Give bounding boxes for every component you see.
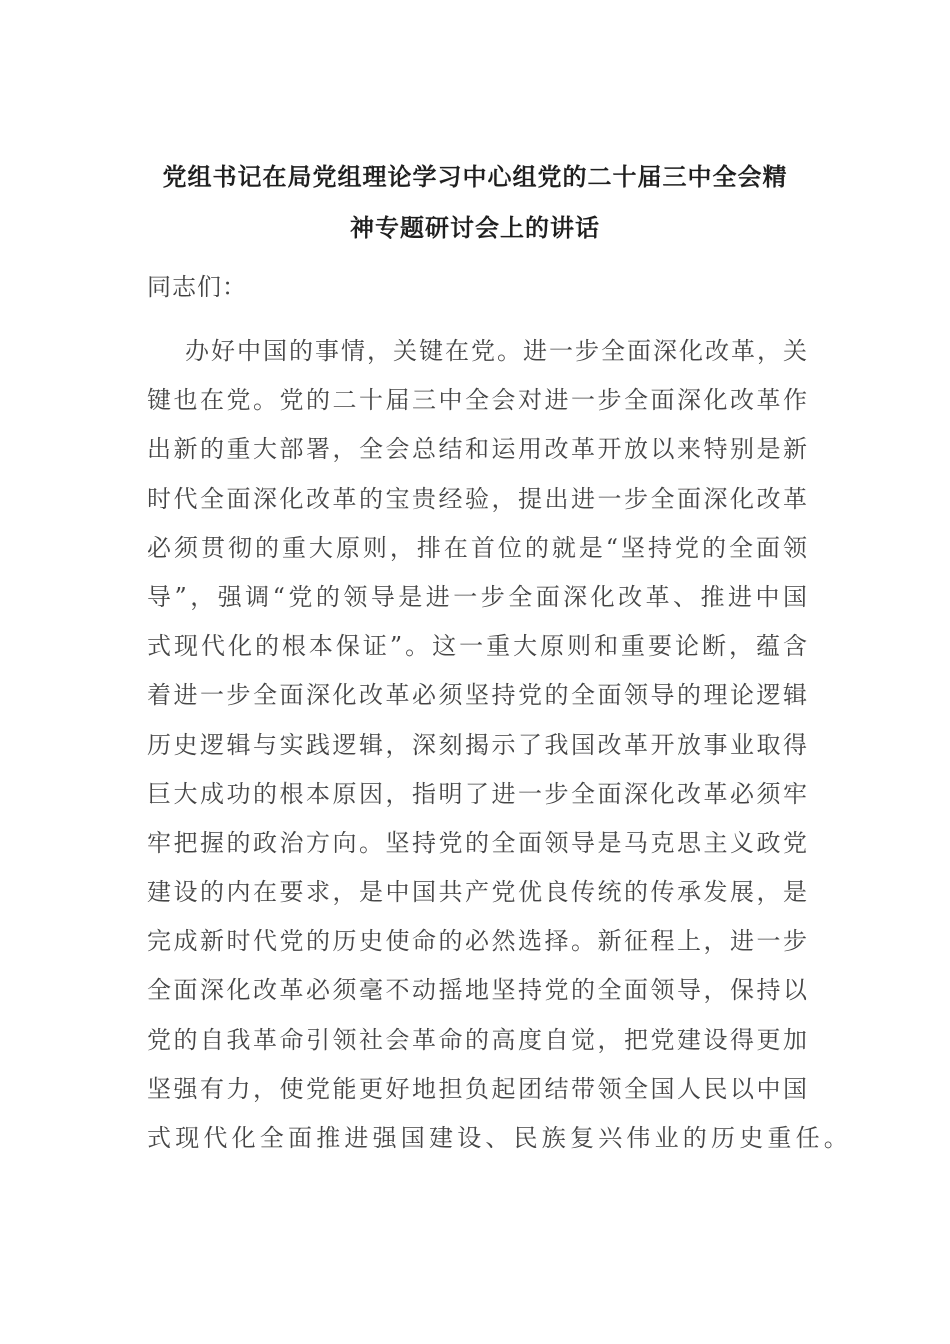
paragraph-line: 坚强有力，使党能更好地担负起团结带领全国人民以中国 xyxy=(147,1074,807,1103)
salutation: 同志们： xyxy=(147,273,247,301)
paragraph-line: 式现代化全面推进强国建设、民族复兴伟业的历史重任。 xyxy=(147,1124,852,1152)
paragraph-line: 必须贯彻的重大原则，排在首位的就是“坚持党的全面领 xyxy=(147,533,807,562)
document-title-line-1: 党组书记在局党组理论学习中心组党的二十届三中全会精 xyxy=(162,163,788,191)
body-paragraph xyxy=(147,327,852,1163)
paragraph-line: 时代全面深化改革的宝贵经验，提出进一步全面深化改革 xyxy=(147,484,807,513)
paragraph-line: 式现代化的根本保证”。这一重大原则和重要论断，蕴含 xyxy=(147,632,807,661)
paragraph-line: 键也在党。党的二十届三中全会对进一步全面深化改革作 xyxy=(147,386,807,415)
paragraph-line: 全面深化改革必须毫不动摇地坚持党的全面领导，保持以 xyxy=(147,976,807,1005)
paragraph-line: 导”，强调“党的领导是进一步全面深化改革、推进中国 xyxy=(147,582,807,611)
document-title-line-2: 神专题研讨会上的讲话 xyxy=(350,214,600,242)
paragraph-line: 历史逻辑与实践逻辑，深刻揭示了我国改革开放事业取得 xyxy=(147,730,807,759)
paragraph-line: 出新的重大部署，全会总结和运用改革开放以来特别是新 xyxy=(147,435,807,464)
paragraph-line: 巨大成功的根本原因，指明了进一步全面深化改革必须牢 xyxy=(147,779,807,808)
paragraph-line: 建设的内在要求，是中国共产党优良传统的传承发展，是 xyxy=(147,878,807,907)
paragraph-line: 办好中国的事情，关键在党。进一步全面深化改革，关 xyxy=(185,337,807,365)
paragraph-line: 着进一步全面深化改革必须坚持党的全面领导的理论逻辑 xyxy=(147,681,807,710)
paragraph-line: 党的自我革命引领社会革命的高度自觉，把党建设得更加 xyxy=(147,1025,807,1054)
paragraph-line: 完成新时代党的历史使命的必然选择。新征程上，进一步 xyxy=(147,927,807,956)
paragraph-line: 牢把握的政治方向。坚持党的全面领导是马克思主义政党 xyxy=(147,828,807,857)
